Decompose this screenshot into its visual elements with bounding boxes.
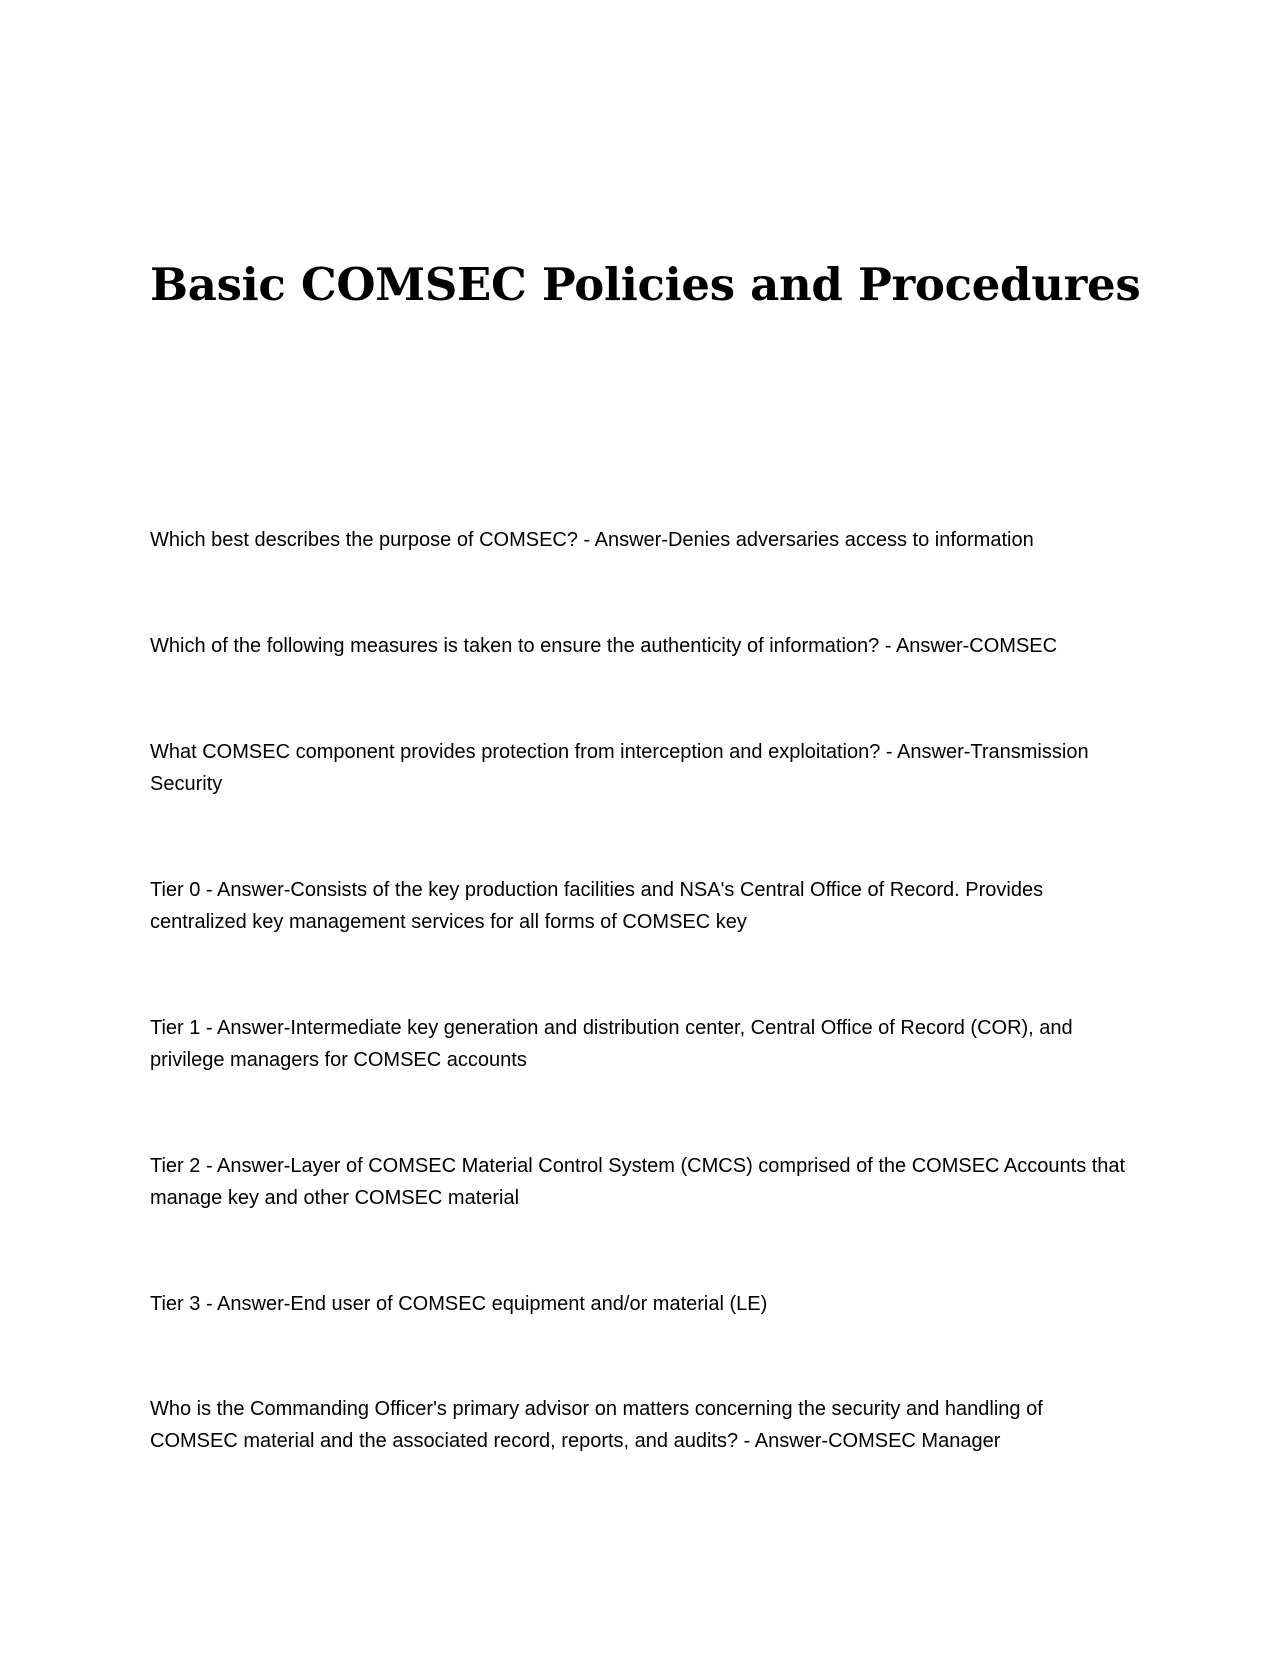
qa-item: What COMSEC component provides protection from interception and exploitation? - Answer-Transmission Security [150,741,1089,795]
qa-item: Which of the following measures is taken to ensure the authenticity of information? - Answer-COMSEC [150,635,1058,657]
document-title: Basic COMSEC Policies and Procedures [150,258,1141,311]
qa-item: Tier 3 - Answer-End user of COMSEC equipment and/or material (LE) [150,1293,768,1315]
qa-item: Who is the Commanding Officer's primary advisor on matters concerning the security and handling of COMSEC material and the associated record, reports, and audits? - Answer-COMSEC Manager [150,1398,1043,1452]
qa-item: Tier 0 - Answer-Consists of the key production facilities and NSA's Central Office of Record. Provides centralized key management services for all forms of COMSEC key [150,879,1044,933]
qa-item: Tier 1 - Answer-Intermediate key generation and distribution center, Central Office of Record (COR), and privilege managers for COMSEC accounts [150,1017,1073,1071]
qa-item: Which best describes the purpose of COMSEC? - Answer-Denies adversaries access to information [150,529,1034,551]
qa-item: Tier 2 - Answer-Layer of COMSEC Material Control System (CMCS) comprised of the COMSEC Accounts that manage key and other COMSEC material [150,1155,1126,1209]
